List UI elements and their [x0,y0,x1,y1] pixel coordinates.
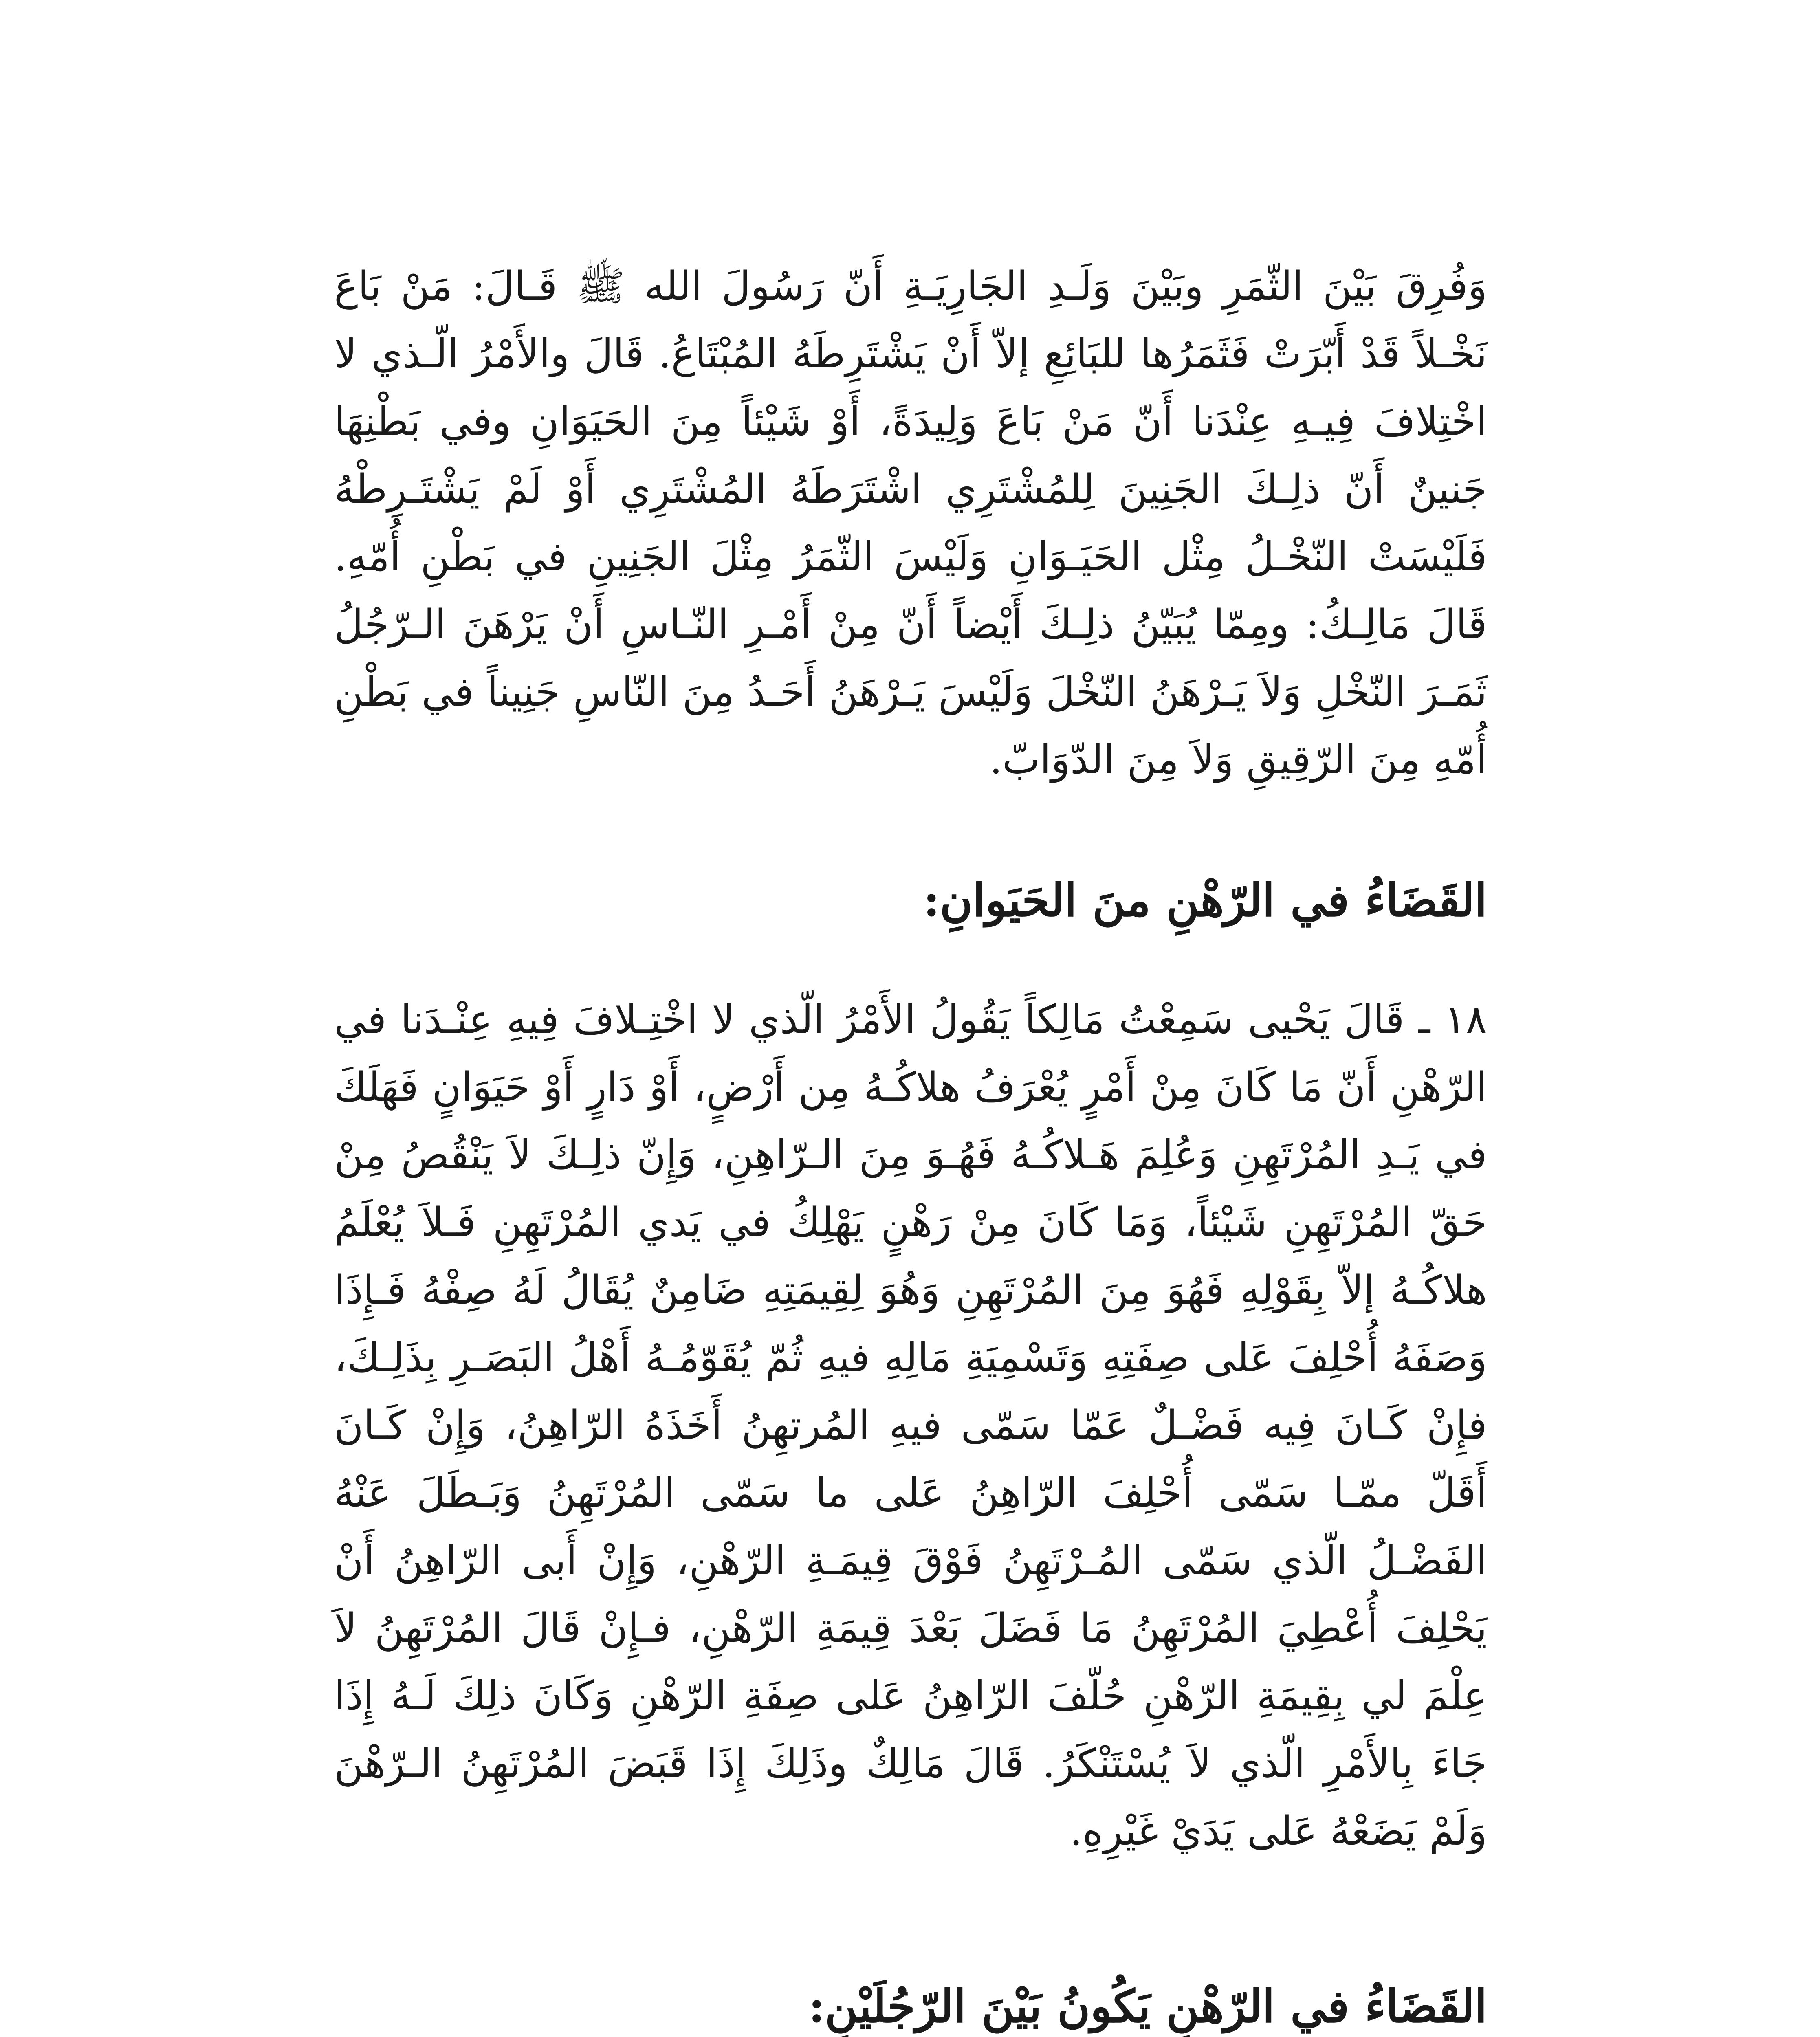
paragraph-text-block-1 [334,253,1487,794]
section-heading-2: القَضَاءُ في الرّهْنِ يَكُونُ بَيْنَ الرّجُلَيْنِ: [808,1980,1487,2033]
paragraph-2: ١٨ ـ قَالَ يَحْيى سَمِعْتُ مَالِكاً يَقُولُ الأَمْرُ الّذي لا اخْتِـلافَ فِيهِ عِنْـدَنا في الرّهْنِ أَنّ مَا كَانَ مِنْ أَمْرٍ يُعْرَفُ هلاكُـهُ مِن أَرْضٍ، أَوْ دَارٍ أَوْ حَيَوَانٍ فَهَلَكَ في يَـدِ المُرْتَهِنِ وَعُلِمَ هَـلاكُـهُ فَهُـوَ مِنَ الـرّاهِنِ، وَإِنّ ذلِـكَ لاَ يَنْقُصُ مِنْ حَقّ المُرْتَهِنِ شَيْئاً، وَمَا كَانَ مِنْ رَهْنٍ يَهْلِكُ في يَدي المُرْتَهِنِ فَـلاَ يُعْلَمُ هلاكُـهُ إلاّ بِقَوْلِهِ فَهُوَ مِنَ المُرْتَهِنِ وَهُوَ لِقِيمَتِهِ ضَامِنٌ يُقَالُ لَهُ صِفْهُ فَـإِذَا وَصَفَهُ أُحْلِفَ عَلى صِفَتِهِ وَتَسْمِيَةِ مَالِهِ فيهِ ثُمّ يُقَوّمُـهُ أَهْلُ البَصَـرِ بِذَلِـكَ، فإِنْ كَـانَ فِيه فَضْـلٌ عَمّا سَمّى فيهِ المُرتهِنُ أَخَذَهُ الرّاهِنُ، وَإِنْ كَـانَ أَقَلّ ممّـا سَمّى أُحْلِفَ الرّاهِنُ عَلى ما سَمّى المُرْتَهِنُ وَبَـطَلَ عَنْهُ الفَضْـلُ الّذي سَمّى المُـرْتَهِنُ فَوْقَ قِيمَـةِ الرّهْنِ، وَإِنْ أَبى الرّاهِنُ أَنْ يَحْلِفَ أُعْطِيَ المُرْتَهِنُ مَا فَضَلَ بَعْدَ قِيمَةِ الرّهْنِ، فـإِنْ قَالَ المُرْتَهِنُ لاَ عِلْمَ لي بِقِيمَةِ الرّهْنِ حُلّفَ الرّاهِنُ عَلى صِفَةِ الرّهْنِ وَكَانَ ذلِكَ لَـهُ إِذَا جَاءَ بِالأَمْرِ الّذي لاَ يُسْتَنْكَرُ. قَالَ مَالِكٌ وذَلِكَ إِذَا قَبَضَ المُرْتَهِنُ الـرّهْنَ وَلَمْ يَضَعْهُ عَلى يَدَيْ غَيْرِهِ. [334,997,1487,1854]
section-heading-1: القَضَاءُ في الرّهْنِ منَ الحَيَوانِ: [923,874,1487,926]
paragraph-text-block-2 [334,986,1487,1865]
paragraph-1: وَفُرِقَ بَيْنَ الثّمَرِ وبَيْنَ وَلَـدِ الجَارِيَـةِ أَنّ رَسُولَ الله ﷺ قَـالَ: مَنْ بَاعَ نَخْـلاً قَدْ أَبّرَتْ فَثَمَرُها للبَائِعِ إلاّ أَنْ يَشْتَرِطَهُ المُبْتَاعُ. قَالَ والأَمْرُ الّـذي لا اخْتِلافَ فِيـهِ عِنْدَنا أَنّ مَنْ بَاعَ وَلِيدَةً، أَوْ شَيْئاً مِنَ الحَيَوَانِ وفي بَطْنِهَا جَنينٌ أَنّ ذلِـكَ الجَنِينَ لِلمُشْتَرِي اشْتَرَطَهُ المُشْتَرِي أَوْ لَمْ يَشْتَـرِطْهُ فَلَيْسَتْ النّخْـلُ مِثْل الحَيَـوَانِ وَلَيْسَ الثّمَرُ مِثْلَ الجَنِينِ في بَطْنِ أُمّهِ. قَالَ مَالِـكُ: ومِمّا يُبَيّنُ ذلِـكَ أَيْضاً أَنّ مِنْ أَمْـرِ النّـاسِ أَنْ يَرْهَنَ الـرّجُلُ ثَمَـرَ النّخْلِ وَلاَ يَـرْهَنُ النّخْلَ وَلَيْسَ يَـرْهَنُ أَحَـدُ مِنَ النّاسِ جَنِيناً في بَطْنِ أُمّهِ مِنَ الرّقِيقِ وَلاَ مِنَ الدّوَابّ. [334,263,1487,783]
